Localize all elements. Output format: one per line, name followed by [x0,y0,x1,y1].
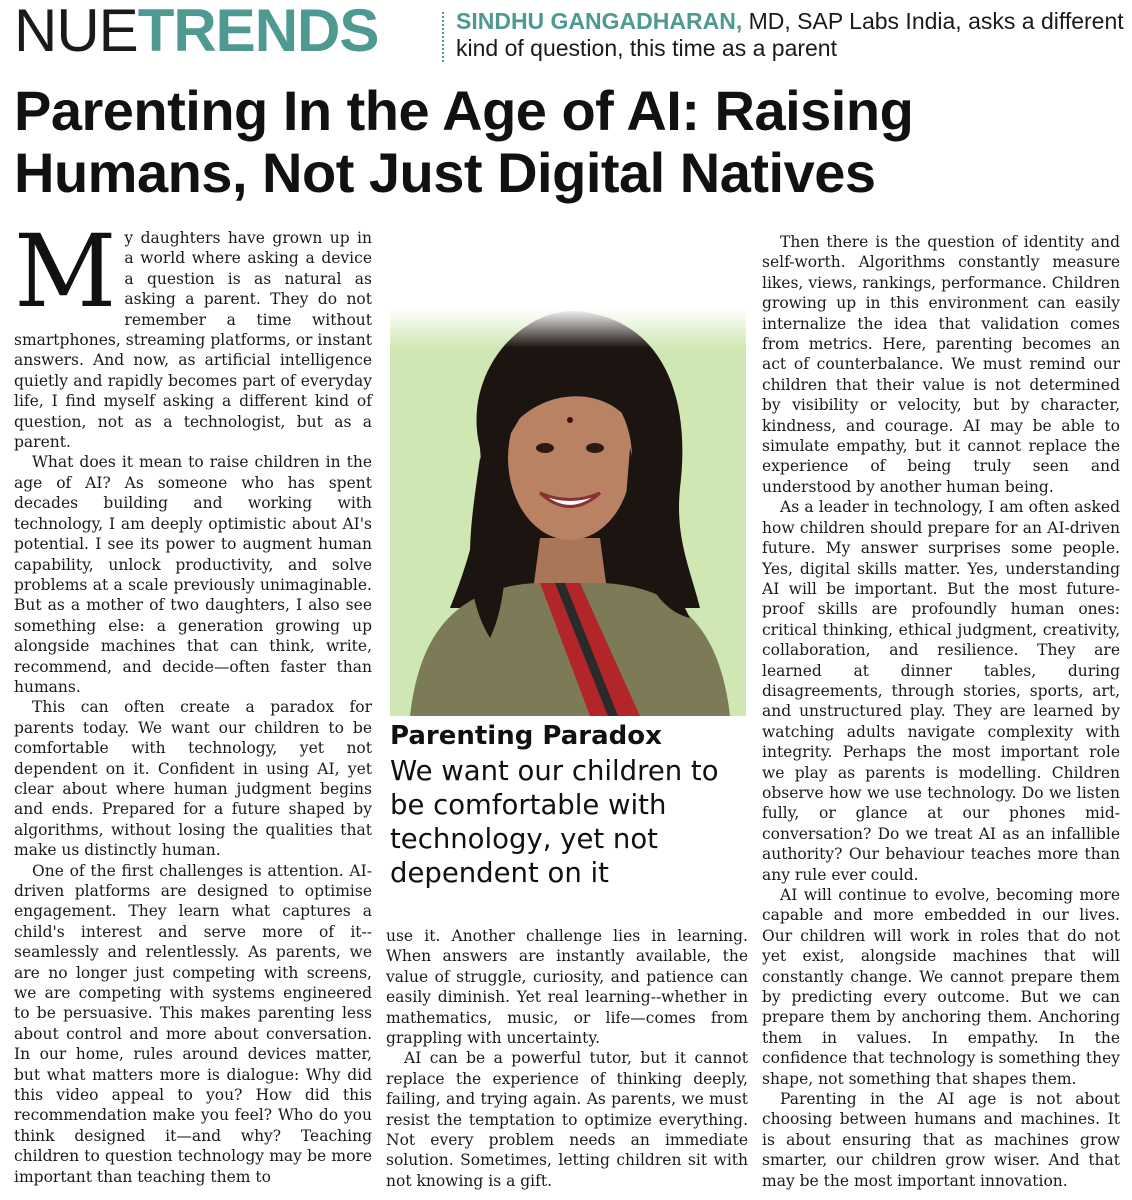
article-headline: Parenting In the Age of AI: Raising Humans, Not Just Digital Natives [14,79,914,204]
author-photo [390,308,746,716]
brand-nue: NUE [14,0,138,64]
paragraph-5: use it. Another challenge lies in learning. When answers are instantly available, the value of struggle, curiosity, and patience can easily diminish. Yet real learning--whether in mathematics, music, or life—comes from grappling with uncertainty. [386,927,748,1048]
paragraph-3: This can often create a paradox for parents today. We want our children to be comfortable with technology, yet not dependent on it. Confident in using AI, yet clear about where human judgment begins and ends. Prepared for a future shaped by algorithms, without losing the qualities that make us distinctly human. [14,698,372,860]
drop-cap: M [14,213,117,330]
byline [456,8,1126,62]
paragraph-4: One of the first challenges is attention. AI-driven platforms are designed to optimise engagement. They learn what captures a child's interest and serve more of it-- seamlessly and relentlessly. As parents, we are no longer just competing with screens, we are competing with systems engineered to be persuasive. This makes parenting less about control and more about conversation. In our home, rules around devices matter, but what matters more is dialogue: Why did this video appeal to you? How did this recommendation make you feel? Who do you think designed it—and why? Teaching children to question technology may be more important than teaching them to [14,861,372,1186]
pull-quote [390,716,748,890]
photo-top-fade [390,308,746,348]
paragraph-10: Parenting in the AI age is not about choosing between humans and machines. It is about ensuring that as machines grow smarter, our children grow wiser. And that may be the most important innovation. [762,1090,1120,1190]
paragraph-8: As a leader in technology, I am often asked how children should prepare for an AI-driven future. My answer surprises some people. Yes, digital skills matter. Yes, understanding AI will be important. But the most future-proof skills are profoundly human ones: critical thinking, ethical judgment, creativity, collaboration, and resilience. They are learned at dinner tables, during disagreements, through stories, sports, art, and unstructured play. They are learned by watching adults navigate complexity with integrity. Perhaps the most important role we play as parents is modelling. Children observe how we use technology. Do we listen fully, or glance at our phones mid-conversation? Do we treat AI as an infallible authority? Our behaviour teaches more than any rule ever could. [762,498,1120,884]
paragraph-1-text: y daughters have grown up in a world where asking a device a question is as natural as asking a parent. They do not remember a time without smartphones, streaming platforms, or instant answers. And now, as artificial intelligence quietly and rapidly becomes part of everyday life, I find myself asking a different kind of question, not as a technologist, but as a parent. [14,229,372,452]
byline-author: SINDHU GANGADHARAN, [456,8,743,34]
right-column [762,232,1120,1191]
byline-description: MD, SAP Labs India, asks a different kind of question, this time as a parent [456,8,1124,61]
brand-trends: TRENDS [137,0,379,64]
brand-logo [14,0,378,64]
paragraph-2: What does it mean to raise children in the age of AI? As someone who has spent decades building and working with technology, I am deeply optimistic about AI's potential. I see its power to augment human capability, unlock productivity, and solve problems at a scale previously unimaginable. But as a mother of two daughters, I also see something else: a generation growing up alongside machines that can think, write, recommend, and decide—often faster than humans. [14,453,372,696]
masthead [14,0,1124,66]
pull-quote-text: We want our children to be comfortable with technology, yet not dependent on it [390,755,719,889]
portrait-illustration [390,308,746,716]
pull-quote-title: Parenting Paradox [390,721,662,751]
masthead-divider [442,12,446,62]
middle-column [386,926,748,1191]
paragraph-1 [14,213,372,452]
paragraph-7: Then there is the question of identity and self-worth. Algorithms constantly measure likes, views, rankings, performance. Children growing up in this environment can easily internalize the idea that validation comes from metrics. Here, parenting becomes an act of counterbalance. We must remind our children that their value is not determined by visibility or velocity, but by character, kindness, and courage. AI may be able to simulate empathy, but it cannot replace the experience of being truly seen and understood by another human being. [762,233,1120,496]
paragraph-9: AI will continue to evolve, becoming more capable and more embedded in our lives. Our children will work in roles that do not yet exist, alongside machines that will constantly change. We cannot prepare them by predicting every outcome. But we can prepare them by anchoring them. Anchoring them in values. In empathy. In the confidence that technology is something they shape, not something that shapes them. [762,886,1120,1088]
paragraph-6: AI can be a powerful tutor, but it cannot replace the experience of thinking deeply, failing, and trying again. As parents, we must resist the temptation to optimize everything. Not every problem needs an immediate solution. Sometimes, letting children sit with not knowing is a gift. [386,1049,748,1190]
left-column [14,213,372,1187]
